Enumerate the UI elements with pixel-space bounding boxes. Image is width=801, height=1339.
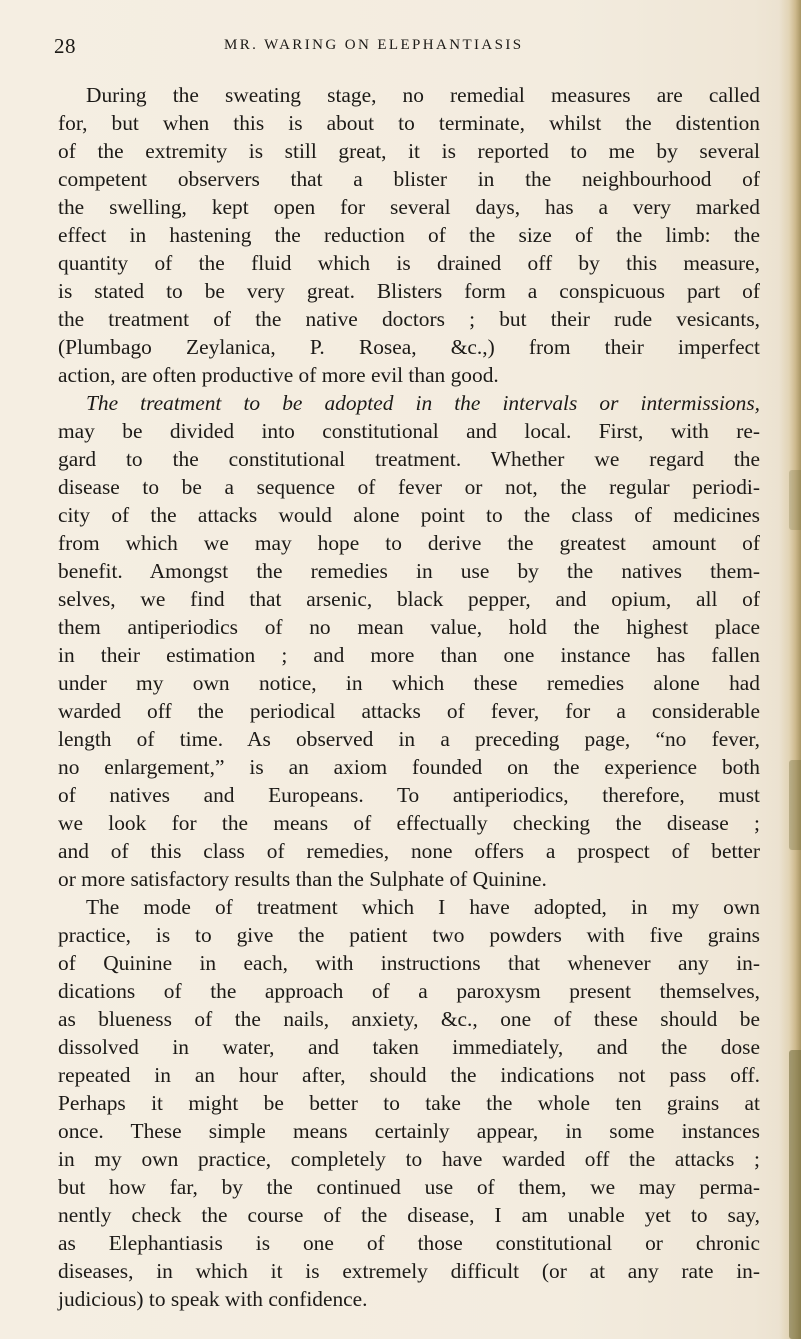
text-line: quantity of the fluid which is drained off by this measure,: [58, 251, 760, 275]
text-line: length of time. As observed in a preceding page, “no fever,: [58, 727, 760, 751]
text-line: we look for the means of effectually checking the disease ;: [58, 811, 760, 835]
page-number: 28: [54, 34, 76, 58]
edge-stain: [789, 470, 801, 530]
text-line: as Elephantiasis is one of those constitutional or chronic: [58, 1231, 760, 1255]
text-line: or more satisfactory results than the Sulphate of Quinine.: [58, 867, 547, 891]
text-line: from which we may hope to derive the greatest amount of: [58, 531, 760, 555]
text-line: diseases, in which it is extremely difficult (or at any rate in-: [58, 1259, 760, 1283]
text-line: repeated in an hour after, should the indications not pass off.: [58, 1063, 760, 1087]
text-line: of the extremity is still great, it is reported to me by several: [58, 139, 760, 163]
text-line: judicious) to speak with confidence.: [58, 1287, 368, 1311]
text-line: (Plumbago Zeylanica, P. Rosea, &c.,) from their imperfect: [58, 335, 760, 359]
text-line: dications of the approach of a paroxysm present themselves,: [58, 979, 760, 1003]
italic-lead: The treatment to be adopted in the intervals or intermissions,: [86, 391, 760, 415]
text-line: them antiperiodics of no mean value, hold the highest place: [58, 615, 760, 639]
text-line: benefit. Amongst the remedies in use by the natives them-: [58, 559, 760, 583]
text-line: effect in hastening the reduction of the size of the limb: the: [58, 223, 760, 247]
text-line: Perhaps it might be better to take the whole ten grains at: [58, 1091, 760, 1115]
text-line: action, are often productive of more evil than good.: [58, 363, 499, 387]
body-text: [58, 81, 760, 1313]
text-line: the swelling, kept open for several days, has a very marked: [58, 195, 760, 219]
text-line: warded off the periodical attacks of fever, for a considerable: [58, 699, 760, 723]
text-line: in their estimation ; and more than one instance has fallen: [58, 643, 760, 667]
text-line: and of this class of remedies, none offers a prospect of better: [58, 839, 760, 863]
text-line: of Quinine in each, with instructions that whenever any in-: [58, 951, 760, 975]
text-line: the treatment of the native doctors ; but their rude vesicants,: [58, 307, 760, 331]
text-line: but how far, by the continued use of them, we may perma-: [58, 1175, 760, 1199]
text-line: is stated to be very great. Blisters form a conspicuous part of: [58, 279, 760, 303]
text-line: in my own practice, completely to have warded off the attacks ;: [58, 1147, 760, 1171]
italic-line: [58, 389, 760, 417]
text-line: The mode of treatment which I have adopted, in my own: [86, 895, 760, 919]
page-header: [54, 34, 754, 58]
text-line: under my own notice, in which these remedies alone had: [58, 671, 760, 695]
text-line: for, but when this is about to terminate, whilst the distention: [58, 111, 760, 135]
text-line: competent observers that a blister in the neighbourhood of: [58, 167, 760, 191]
text-line: city of the attacks would alone point to the class of medicines: [58, 503, 760, 527]
text-line: may be divided into constitutional and local. First, with re-: [58, 419, 760, 443]
text-line: gard to the constitutional treatment. Whether we regard the: [58, 447, 760, 471]
text-line: practice, is to give the patient two powders with five grains: [58, 923, 760, 947]
text-line: of natives and Europeans. To antiperiodics, therefore, must: [58, 783, 760, 807]
edge-stain: [789, 1050, 801, 1339]
text-line: selves, we find that arsenic, black pepper, and opium, all of: [58, 587, 760, 611]
running-head: MR. WARING ON ELEPHANTIASIS: [224, 37, 524, 53]
text-line: as blueness of the nails, anxiety, &c., one of these should be: [58, 1007, 760, 1031]
text-line: During the sweating stage, no remedial measures are called: [86, 83, 760, 107]
text-line: disease to be a sequence of fever or not, the regular periodi-: [58, 475, 760, 499]
text-line: nently check the course of the disease, I am unable yet to say,: [58, 1203, 760, 1227]
text-line: dissolved in water, and taken immediately, and the dose: [58, 1035, 760, 1059]
text-line: no enlargement,” is an axiom founded on the experience both: [58, 755, 760, 779]
edge-stain: [789, 760, 801, 850]
text-line: once. These simple means certainly appear, in some instances: [58, 1119, 760, 1143]
